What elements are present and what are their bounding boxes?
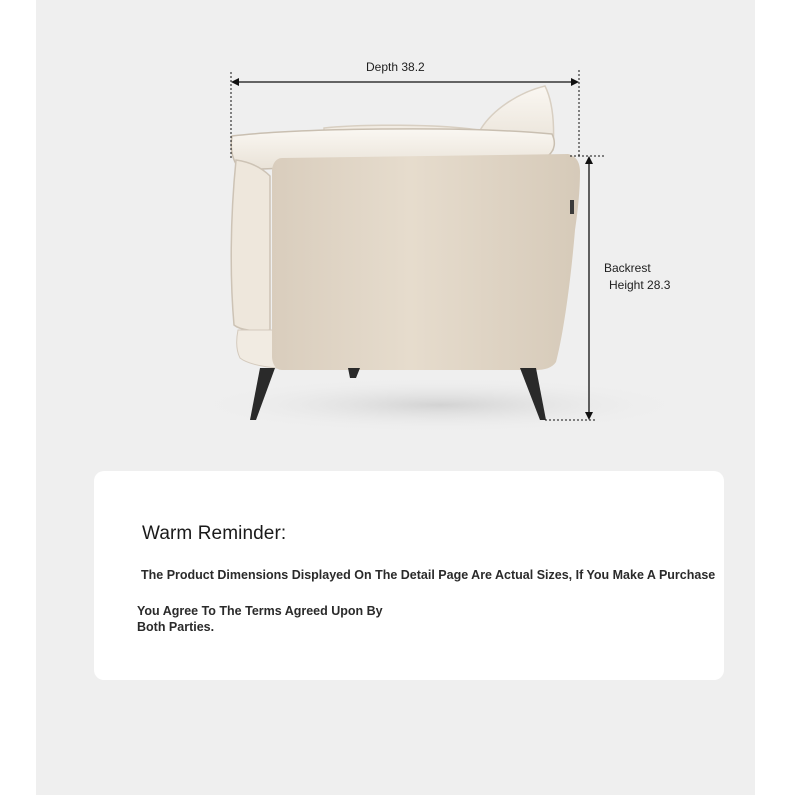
- reminder-text-line2: You Agree To The Terms Agreed Upon By Both Parties.: [137, 604, 383, 634]
- depth-label: Depth 38.2: [366, 60, 425, 74]
- backrest-height-label: Height 28.3: [609, 278, 671, 292]
- backrest-label: Backrest: [604, 261, 651, 275]
- dimension-arrow: [231, 78, 239, 86]
- middle-leg: [348, 368, 360, 378]
- dimension-arrow: [571, 78, 579, 86]
- reminder-title: Warm Reminder:: [142, 523, 287, 544]
- dimension-arrow: [585, 156, 593, 164]
- warm-reminder-card: [94, 471, 724, 680]
- arm-body: [272, 154, 580, 370]
- side-cushion: [231, 160, 270, 331]
- arm-tag: [570, 200, 574, 214]
- reminder-text-line1: The Product Dimensions Displayed On The Detail Page Are Actual Sizes, If You Make A Purchase: [141, 568, 716, 582]
